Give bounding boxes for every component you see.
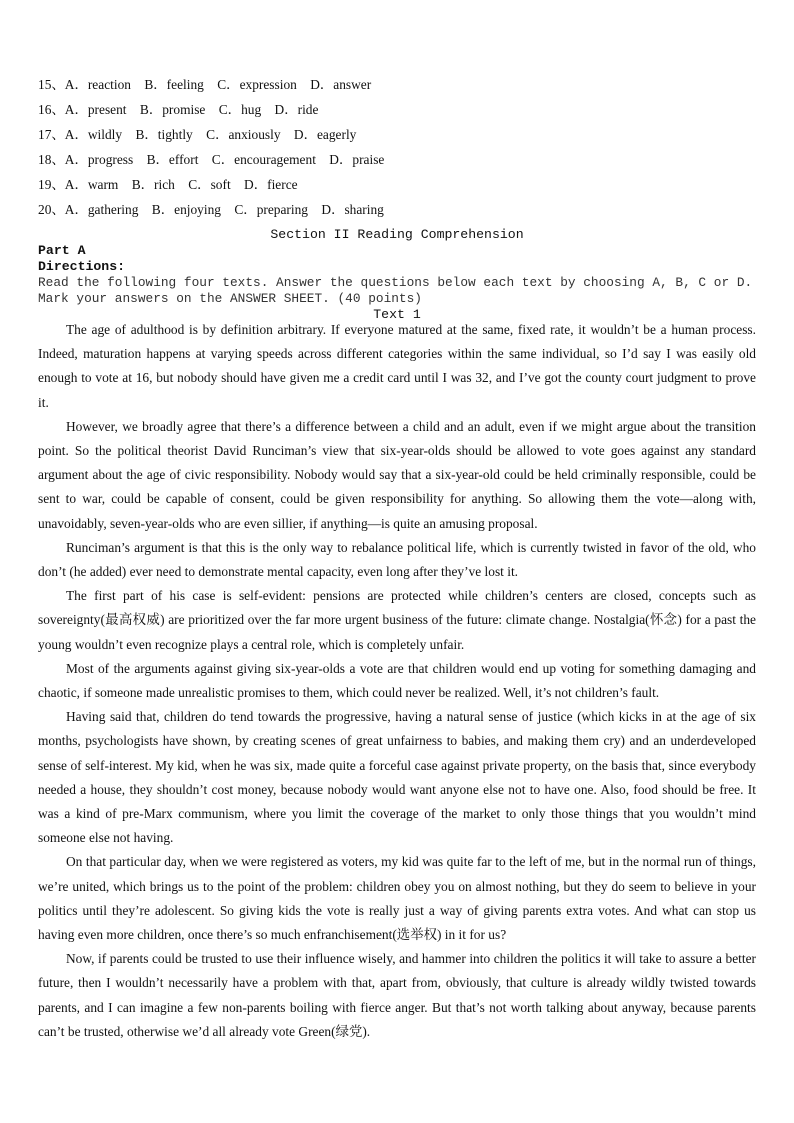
directions-text: Read the following four texts. Answer the questions below each text by choosing A, B, C or D. Mark your answers on the ANSWER SHEET. (40 points) (38, 275, 753, 306)
passage-paragraph-3: Runciman’s argument is that this is the only way to rebalance political life, which is currently twisted in favor of the old, who don’t (he added) ever need to demonstrate mental capacity, even long after they’ve lost it. (38, 539, 756, 580)
passage-paragraph-2: However, we broadly agree that there’s a difference between a child and an adult, even if we might argue about the transition point. So the political theorist David Runciman’s view that six-year-olds should be allowed to vote goes against any standard argument about the age of civic responsibility. Nobody would say that a six-year-old could be held criminally responsible, could be sent to war, could be capable of consent, could be given responsibility for anything. So allowing them the vote—along with, unavoidably, seven-year-olds who are even sillier, if anything—is quite an amusing proposal. (38, 418, 756, 531)
passage-paragraph-5: Most of the arguments against giving six-year-olds a vote are that children would end up voting for something damaging and chaotic, if someone made unrealistic promises to them, which could never be realized. Well, it’s not children’s fault. (38, 660, 756, 701)
text-title: Text 1 (373, 307, 421, 322)
answer-options-list (38, 75, 384, 225)
passage-paragraph-6: Having said that, children do tend towards the progressive, having a natural sense of justice (which kicks in at the age of six months, psychologists have shown, by creating scenes of great unfairness to babies, and making them cry) and an underdeveloped sense of self-interest. My kid, when he was six, made quite a forceful case against private property, on the basis that, since everybody needed a house, they shouldn’t cost money, because nobody would want anyone else not to have one. Also, food should be free. It was a kind of pre-Marx communism, where you limit the coverage of the market to only those things that you wouldn’t mind someone else not having. (38, 709, 756, 846)
option-line-15: 15、A．reaction B．feeling C．expression D．answer (38, 77, 372, 92)
part-label: Part A (38, 243, 86, 258)
option-line-17: 17、A．wildly B．tightly C．anxiously D．eagerly (38, 127, 357, 142)
option-line-18: 18、A．progress B．effort C．encouragement D．praise (38, 152, 385, 167)
option-line-20: 20、A．gathering B．enjoying C．preparing D．sharing (38, 202, 384, 217)
passage-paragraph-8: Now, if parents could be trusted to use their influence wisely, and hammer into children the politics it will take to assure a better future, then I wouldn’t necessarily have a problem with that, apart from, obviously, that culture is already wildly twisted towards parents, and I can imagine a few non-parents boiling with fierce anger. But that’s not worth talking about anyway, because parents can’t be trusted, otherwise we’d all already vote Green(绿党). (38, 951, 756, 1039)
section-title: Section II Reading Comprehension (270, 227, 524, 242)
option-line-16: 16、A．present B．promise C．hug D．ride (38, 102, 319, 117)
option-line-19: 19、A．warm B．rich C．soft D．fierce (38, 177, 298, 192)
passage-paragraph-1: The age of adulthood is by definition arbitrary. If everyone matured at the same, fixed rate, it wouldn’t be a human process. Indeed, maturation happens at varying speeds across different categories within the same individual, so I’d say I was easily old enough to vote at 16, but nobody should have given me a credit card until I was 32, and I’ve got the county court judgment to prove it. (38, 322, 756, 410)
directions-label: Directions: (38, 259, 126, 274)
reading-passage (38, 318, 756, 1044)
passage-paragraph-4: The first part of his case is self-evident: pensions are protected while children’s centers are closed, concepts such as sovereignty(最高权威) are prioritized over the far more urgent business of the future: climate change. Nostalgia(怀念) for a past the young wouldn’t even recognize plays a central role, which is completely unfair. (38, 588, 756, 652)
passage-paragraph-7: On that particular day, when we were registered as voters, my kid was quite far to the left of me, but in the normal run of things, we’re united, which brings us to the point of the problem: children obey you on almost nothing, but they do seem to believe in your politics until they’re adolescent. So giving kids the vote is really just a way of giving parents extra votes. And what can stop us having even more children, once there’s so much enfranchisement(选举权) in it for us? (38, 854, 756, 943)
